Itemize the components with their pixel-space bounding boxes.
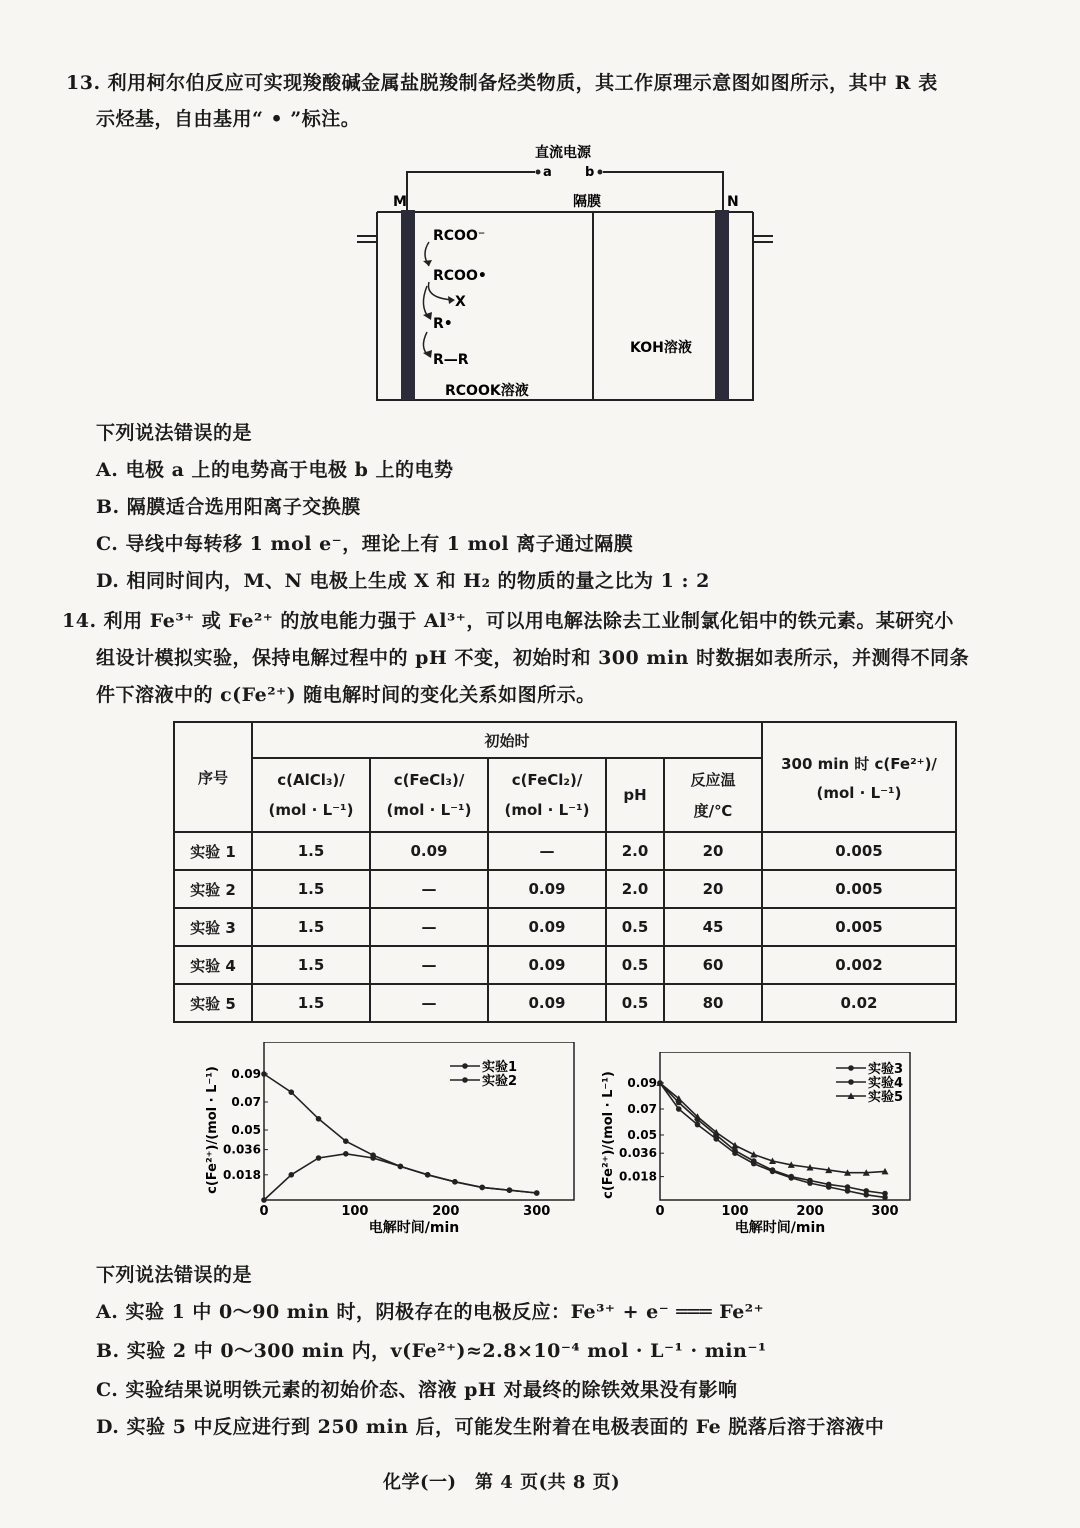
q14-prompt: 下列说法错误的是 bbox=[96, 1264, 253, 1286]
table-row: 实验 1 1.5 0.09 — 2.0 20 0.005 bbox=[174, 832, 956, 870]
table-row: 实验 2 1.5 — 0.09 2.0 20 0.005 bbox=[174, 870, 956, 908]
x-tick-label: 200 bbox=[796, 1204, 824, 1219]
data-point bbox=[370, 1152, 376, 1158]
series-line-实验1 bbox=[264, 1154, 537, 1200]
data-point bbox=[750, 1151, 757, 1158]
species-rcoo-minus: RCOO⁻ bbox=[433, 228, 486, 244]
q14-option-d: D. 实验 5 中反应进行到 250 min 后，可能发生附着在电极表面的 Fe 脱落后溶于溶液中 bbox=[96, 1416, 885, 1438]
th-fecl3: c(FeCl₃)/ (mol · L⁻¹) bbox=[370, 758, 488, 832]
data-point bbox=[343, 1151, 349, 1157]
th-ph: pH bbox=[606, 758, 664, 832]
q13-option-a: A. 电极 a 上的电势高于电极 b 上的电势 bbox=[96, 459, 454, 481]
legend-label: 实验4 bbox=[868, 1076, 904, 1091]
q14-line1: 14. 利用 Fe³⁺ 或 Fe²⁺ 的放电能力强于 Al³⁺，可以用电解法除去工业制氯化铝中的铁元素。某研究小 bbox=[62, 610, 954, 632]
data-point bbox=[845, 1188, 851, 1194]
experiment-table bbox=[173, 721, 957, 1023]
legend-marker bbox=[462, 1077, 468, 1083]
data-point bbox=[425, 1172, 431, 1178]
y-tick-label: 0.018 bbox=[223, 1167, 261, 1182]
series-line-实验3 bbox=[660, 1083, 885, 1194]
th-temp: 反应温 度/℃ bbox=[664, 758, 762, 832]
y-tick-label: 0.05 bbox=[231, 1123, 261, 1137]
th-initial-group: 初始时 bbox=[252, 722, 762, 758]
table-row: 实验 3 1.5 — 0.09 0.5 45 0.005 bbox=[174, 908, 956, 946]
data-point bbox=[398, 1164, 404, 1170]
x-tick-label: 200 bbox=[432, 1204, 460, 1219]
y-tick-label: 0.07 bbox=[627, 1102, 657, 1116]
data-point bbox=[770, 1169, 776, 1175]
left-solution-label: RCOOK溶液 bbox=[445, 383, 529, 399]
species-r-radical: R• bbox=[433, 316, 453, 332]
x-tick-label: 300 bbox=[523, 1204, 551, 1219]
data-point bbox=[732, 1150, 738, 1156]
wire-right bbox=[603, 172, 723, 210]
legend-marker bbox=[848, 1065, 854, 1071]
species-rcoo-radical: RCOO• bbox=[433, 268, 487, 284]
data-point bbox=[316, 1116, 322, 1122]
th-fecl2: c(FeCl₂)/ (mol · L⁻¹) bbox=[488, 758, 606, 832]
q13-option-b: B. 隔膜适合选用阳离子交换膜 bbox=[96, 496, 361, 518]
y-tick-label: 0.07 bbox=[231, 1095, 261, 1109]
data-point bbox=[534, 1190, 540, 1196]
y-tick-label: 0.09 bbox=[231, 1067, 261, 1081]
chart-exp-1-2 bbox=[200, 1042, 575, 1242]
q14-line2: 组设计模拟实验，保持电解过程中的 pH 不变，初始时和 300 min 时数据如表所示，并测得不同条 bbox=[96, 647, 970, 669]
x-tick-label: 0 bbox=[655, 1204, 665, 1219]
electrolysis-diagram bbox=[355, 140, 785, 405]
q14-line3: 件下溶液中的 c(Fe²⁺) 随电解时间的变化关系如图所示。 bbox=[96, 684, 596, 706]
x-axis-label: 电解时间/min bbox=[734, 1220, 826, 1236]
membrane-label: 隔膜 bbox=[573, 194, 601, 210]
plot-frame bbox=[264, 1042, 574, 1200]
data-point bbox=[751, 1161, 757, 1167]
q13-line2: 示烃基，自由基用“ • ”标注。 bbox=[96, 108, 361, 130]
power-label: 直流电源 bbox=[535, 145, 591, 161]
data-point bbox=[695, 1122, 701, 1128]
x-tick-label: 100 bbox=[721, 1204, 749, 1219]
terminal-a-label: a bbox=[543, 165, 552, 180]
data-point bbox=[507, 1187, 513, 1193]
data-point bbox=[261, 1197, 267, 1203]
q14-option-c: C. 实验结果说明铁元素的初始价态、溶液 pH 对最终的除铁效果没有影响 bbox=[96, 1379, 738, 1401]
table-row: 实验 4 1.5 — 0.09 0.5 60 0.002 bbox=[174, 946, 956, 984]
data-point bbox=[713, 1136, 719, 1142]
legend-label: 实验3 bbox=[868, 1062, 904, 1077]
data-point bbox=[316, 1155, 322, 1161]
data-point bbox=[343, 1138, 349, 1144]
data-point bbox=[788, 1175, 794, 1181]
electrode-n-label: N bbox=[727, 194, 739, 210]
data-point bbox=[452, 1179, 458, 1185]
terminal-b-label: b bbox=[585, 165, 595, 180]
q13-prompt: 下列说法错误的是 bbox=[96, 422, 253, 444]
data-point bbox=[676, 1106, 682, 1112]
electrode-m-label: M bbox=[393, 194, 407, 210]
x-tick-label: 300 bbox=[871, 1204, 899, 1219]
q14-option-b: B. 实验 2 中 0～300 min 内，v(Fe²⁺)≈2.8×10⁻⁴ mol · L⁻¹ · min⁻¹ bbox=[96, 1340, 767, 1362]
species-r-r: R—R bbox=[433, 352, 469, 368]
x-axis-label: 电解时间/min bbox=[368, 1220, 460, 1236]
y-tick-label: 0.036 bbox=[619, 1146, 657, 1161]
x-tick-label: 100 bbox=[341, 1204, 369, 1219]
data-point bbox=[863, 1192, 869, 1198]
species-x: X bbox=[455, 294, 466, 310]
chart-exp-3-4-5 bbox=[600, 1052, 920, 1242]
series-line-实验2 bbox=[264, 1074, 537, 1193]
q13-line1: 13. 利用柯尔伯反应可实现羧酸碱金属盐脱羧制备烃类物质，其工作原理示意图如图所示，其中 R 表 bbox=[66, 72, 938, 94]
q13-option-c: C. 导线中每转移 1 mol e⁻，理论上有 1 mol 离子通过隔膜 bbox=[96, 533, 634, 555]
electrode-m bbox=[401, 210, 415, 400]
x-tick-label: 0 bbox=[259, 1204, 269, 1219]
legend-marker bbox=[462, 1063, 468, 1069]
y-tick-label: 0.05 bbox=[627, 1128, 657, 1142]
y-axis-label: c(Fe²⁺)/(mol · L⁻¹) bbox=[205, 1066, 220, 1194]
th-index: 序号 bbox=[174, 722, 252, 832]
y-tick-label: 0.018 bbox=[619, 1169, 657, 1184]
series-line-实验4 bbox=[660, 1083, 885, 1197]
table-row: 实验 5 1.5 — 0.09 0.5 80 0.02 bbox=[174, 984, 956, 1022]
data-point bbox=[882, 1195, 888, 1201]
data-point bbox=[826, 1184, 832, 1190]
q13-option-d: D. 相同时间内，M、N 电极上生成 X 和 H₂ 的物质的量之比为 1 : 2 bbox=[96, 570, 710, 592]
wire-left bbox=[407, 172, 535, 210]
data-point bbox=[261, 1071, 267, 1077]
y-axis-label: c(Fe²⁺)/(mol · L⁻¹) bbox=[601, 1071, 616, 1199]
legend-label: 实验1 bbox=[482, 1060, 518, 1075]
data-point bbox=[479, 1185, 485, 1191]
y-tick-label: 0.09 bbox=[627, 1076, 657, 1090]
legend-label: 实验5 bbox=[868, 1090, 904, 1105]
legend-label: 实验2 bbox=[482, 1074, 518, 1089]
electrode-n bbox=[715, 210, 729, 400]
th-final: 300 min 时 c(Fe²⁺)/ (mol · L⁻¹) bbox=[762, 722, 956, 832]
y-tick-label: 0.036 bbox=[223, 1142, 261, 1157]
terminal-b-dot bbox=[598, 170, 603, 175]
legend-marker bbox=[848, 1079, 854, 1085]
terminal-a-dot bbox=[536, 170, 541, 175]
right-solution-label: KOH溶液 bbox=[630, 340, 692, 356]
data-point bbox=[288, 1089, 294, 1095]
page-footer: 化学(一) 第 4 页(共 8 页) bbox=[383, 1472, 621, 1493]
data-point bbox=[807, 1180, 813, 1186]
th-alcl3: c(AlCl₃)/ (mol · L⁻¹) bbox=[252, 758, 370, 832]
data-point bbox=[288, 1172, 294, 1178]
q14-option-a: A. 实验 1 中 0～90 min 时，阴极存在的电极反应：Fe³⁺ + e⁻ ═══ Fe²⁺ bbox=[96, 1301, 765, 1323]
